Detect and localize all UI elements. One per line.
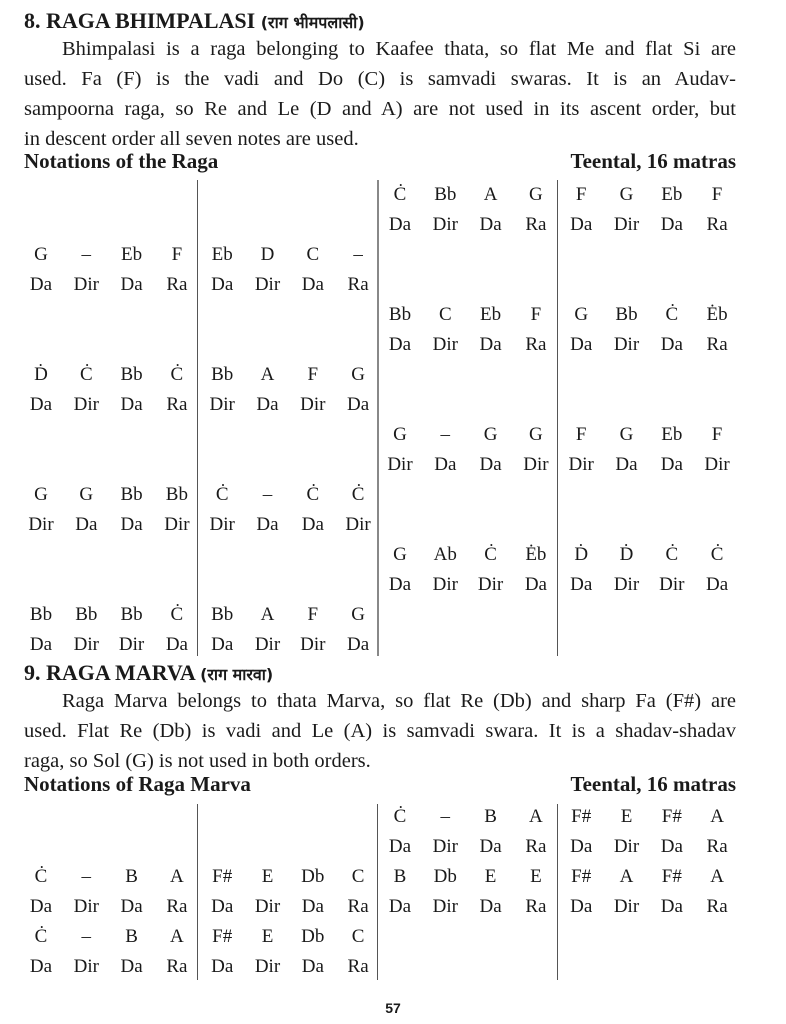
swara-note: Eb <box>661 424 683 445</box>
swara-note: F <box>711 184 723 205</box>
tabla-bol: Da <box>165 634 188 655</box>
paragraph-line: raga, so Sol (G) is not used in both orders. <box>24 750 371 772</box>
tabla-bol: Dir <box>477 574 504 595</box>
tabla-bol: Da <box>660 836 683 857</box>
tabla-bol: Da <box>29 956 53 977</box>
tabla-bol: Dir <box>73 394 99 415</box>
swara-note: G <box>351 604 365 625</box>
tabla-bol: Da <box>120 956 143 977</box>
notation-subheader-2 <box>24 771 736 797</box>
swara-note: Ċ <box>170 364 184 385</box>
swara-note: Bb <box>75 604 98 625</box>
swara-note: Bb <box>120 484 143 505</box>
swara-note: G <box>393 544 407 565</box>
section-heading-marva <box>24 660 273 688</box>
swara-note: Ċ <box>34 866 48 887</box>
tabla-bol: Dir <box>209 514 235 535</box>
tabla-bol: Dir <box>164 514 190 535</box>
tabla-bol: Ra <box>166 394 188 415</box>
tabla-bol: Da <box>256 394 279 415</box>
swara-note: Ḋ <box>34 364 48 385</box>
tabla-bol: Dir <box>118 634 145 655</box>
tabla-bol: Ra <box>347 956 369 977</box>
tabla-bol: Da <box>29 634 53 655</box>
swara-note: C <box>351 866 365 887</box>
swara-note: C <box>306 244 320 265</box>
tabla-bol: Dir <box>659 574 685 595</box>
tabla-bol: Da <box>615 454 638 475</box>
swara-note: – <box>81 926 92 947</box>
tabla-bol: Dir <box>387 454 413 475</box>
swara-note: A <box>170 866 184 887</box>
swara-note: – <box>440 424 451 445</box>
swara-note: E <box>530 866 542 887</box>
swara-note: A <box>170 926 184 947</box>
tabla-bol: Dir <box>432 574 458 595</box>
swara-note: Bb <box>388 304 412 325</box>
swara-note: G <box>393 424 407 445</box>
swara-note: Bb <box>120 364 143 385</box>
paragraph-bhimpalasi <box>24 34 736 154</box>
paragraph-line: used. Flat Re (Db) is vadi and Le (A) is samvadi swara. It is a shadav-shadav <box>24 720 736 742</box>
tabla-bol: Ra <box>166 274 188 295</box>
swara-note: B <box>484 806 497 827</box>
paragraph-marva <box>24 686 736 776</box>
taal-label: Teental, 16 matras <box>570 772 736 796</box>
tabla-bol: Da <box>301 956 324 977</box>
swara-note: Eb <box>480 304 502 325</box>
tabla-bol: Dir <box>254 274 281 295</box>
swara-note: F# <box>571 806 592 827</box>
tabla-bol: Dir <box>568 454 594 475</box>
tabla-bol: Da <box>301 274 324 295</box>
heading-text: 8. RAGA BHIMPALASI <box>24 8 256 33</box>
swara-note: Ḋ <box>619 544 634 565</box>
tabla-bol: Da <box>301 896 324 917</box>
paragraph-line: sampoorna raga, so Re and Le (D and A) are not used in its ascent order, but <box>24 98 736 120</box>
tabla-bol: Da <box>29 394 53 415</box>
swara-note: A <box>260 604 275 625</box>
tabla-bol: Da <box>434 454 457 475</box>
taal-label: Teental, 16 matras <box>570 149 736 173</box>
tabla-bol: Da <box>388 214 412 235</box>
tabla-bol: Dir <box>209 394 235 415</box>
tabla-bol: Ra <box>706 334 728 355</box>
swara-note: Bb <box>615 304 638 325</box>
tabla-bol: Da <box>211 896 234 917</box>
tabla-bol: Da <box>388 836 412 857</box>
swara-note: F <box>575 424 587 445</box>
swara-note: F <box>711 424 723 445</box>
tabla-bol: Da <box>570 574 593 595</box>
heading-text: 9. RAGA MARVA <box>24 660 195 685</box>
tabla-bol: Dir <box>300 394 326 415</box>
swara-note: Ċ <box>665 304 679 325</box>
swara-note: Eb <box>661 184 683 205</box>
swara-note: G <box>483 424 498 445</box>
swara-note: Ċ <box>306 484 320 505</box>
tabla-bol: Ra <box>525 334 547 355</box>
swara-note: – <box>81 866 92 887</box>
heading-devanagari: (राग मारवा) <box>200 665 274 684</box>
swara-note: G <box>34 244 48 265</box>
tabla-bol: Dir <box>28 514 54 535</box>
tabla-bol: Da <box>75 514 98 535</box>
tabla-bol: Da <box>570 836 593 857</box>
tabla-bol: Da <box>388 896 412 917</box>
tabla-bol: Da <box>211 956 234 977</box>
tabla-bol: Da <box>120 394 143 415</box>
tabla-bol: Dir <box>613 334 640 355</box>
swara-note: C <box>438 304 452 325</box>
tabla-bol: Ra <box>525 836 547 857</box>
swara-note: Ċ <box>665 544 679 565</box>
section-heading-bhimpalasi <box>24 8 365 36</box>
swara-note: Ċ <box>393 184 407 205</box>
swara-note: F <box>307 604 319 625</box>
tabla-bol: Dir <box>432 214 458 235</box>
notation-subheader-1 <box>24 148 736 174</box>
tabla-bol: Dir <box>254 956 281 977</box>
tabla-bol: Dir <box>432 334 458 355</box>
swara-note: Db <box>301 866 325 887</box>
swara-note: F <box>307 364 319 385</box>
tabla-bol: Da <box>660 334 683 355</box>
notations-label: Notations of the Raga <box>24 149 219 173</box>
swara-note: G <box>529 424 543 445</box>
tabla-bol: Ra <box>347 274 369 295</box>
tabla-bol: Da <box>706 574 729 595</box>
tabla-bol: Da <box>388 574 412 595</box>
swara-note: G <box>79 484 94 505</box>
tabla-bol: Dir <box>345 514 371 535</box>
tabla-bol: Ra <box>347 896 369 917</box>
swara-note: Bb <box>120 604 143 625</box>
tabla-bol: Dir <box>613 574 640 595</box>
swara-note: Bb <box>165 484 188 505</box>
swara-note: Ḋ <box>574 544 589 565</box>
swara-note: G <box>34 484 48 505</box>
swara-note: Ċ <box>393 806 407 827</box>
swara-note: D <box>260 244 275 265</box>
tabla-bol: Da <box>120 514 143 535</box>
tabla-bol: Da <box>479 214 502 235</box>
tabla-bol: Dir <box>613 214 640 235</box>
tabla-bol: Da <box>388 334 412 355</box>
tabla-bol: Da <box>570 896 593 917</box>
beat-divider <box>557 804 558 980</box>
tabla-bol: Da <box>211 634 234 655</box>
paragraph-line: Bhimpalasi is a raga belonging to Kaafee thata, so flat Me and flat Si are <box>62 38 736 60</box>
tabla-bol: Ra <box>166 896 188 917</box>
tabla-bol: Da <box>211 274 234 295</box>
swara-note: G <box>351 364 365 385</box>
swara-note: C <box>351 926 365 947</box>
swara-note: F <box>530 304 542 325</box>
swara-note: Ċ <box>34 926 48 947</box>
swara-note: Eb <box>211 244 233 265</box>
swara-note: F# <box>571 866 592 887</box>
tabla-bol: Da <box>660 454 683 475</box>
swara-note: Bb <box>29 604 53 625</box>
tabla-bol: Da <box>660 214 683 235</box>
tabla-bol: Dir <box>613 836 640 857</box>
tabla-bol: Ra <box>166 956 188 977</box>
swara-note: Ėb <box>706 304 728 325</box>
swara-note: A <box>529 806 543 827</box>
swara-note: G <box>619 184 634 205</box>
swara-note: – <box>262 484 273 505</box>
swara-note: Bb <box>434 184 457 205</box>
paragraph-line: used. Fa (F) is the vadi and Do (C) is samvadi swaras. It is an Audav- <box>24 68 736 90</box>
tabla-bol: Da <box>347 634 370 655</box>
tabla-bol: Dir <box>254 634 281 655</box>
tabla-bol: Dir <box>704 454 730 475</box>
tabla-bol: Dir <box>523 454 549 475</box>
swara-note: Ċ <box>484 544 497 565</box>
swara-note: F <box>171 244 183 265</box>
tabla-bol: Da <box>570 214 593 235</box>
swara-note: Db <box>301 926 325 947</box>
swara-note: Ċ <box>351 484 365 505</box>
tabla-bol: Da <box>120 896 143 917</box>
swara-note: Ċ <box>710 544 724 565</box>
swara-note: A <box>710 806 724 827</box>
swara-note: Eb <box>121 244 143 265</box>
swara-note: F# <box>212 866 233 887</box>
swara-note: B <box>125 866 138 887</box>
page-number: 57 <box>385 1000 401 1016</box>
tabla-bol: Ra <box>525 214 547 235</box>
notations-label: Notations of Raga Marva <box>24 772 251 796</box>
swara-note: E <box>484 866 497 887</box>
tabla-bol: Dir <box>73 956 99 977</box>
swara-note: Bb <box>211 364 234 385</box>
swara-note: A <box>260 364 275 385</box>
tabla-bol: Da <box>524 574 547 595</box>
swara-note: – <box>440 806 451 827</box>
swara-note: A <box>710 866 724 887</box>
tabla-bol: Da <box>479 836 502 857</box>
swara-note: – <box>353 244 363 265</box>
swara-note: E <box>620 806 633 827</box>
swara-note: A <box>619 866 634 887</box>
tabla-bol: Dir <box>73 634 99 655</box>
tabla-bol: Da <box>120 274 143 295</box>
beat-divider <box>377 804 378 980</box>
swara-note: Ċ <box>170 604 184 625</box>
tabla-bol: Da <box>29 274 53 295</box>
beat-divider <box>197 804 198 980</box>
tabla-bol: Dir <box>432 896 458 917</box>
swara-note: Bb <box>211 604 234 625</box>
swara-note: G <box>619 424 634 445</box>
swara-note: Ėb <box>525 544 547 565</box>
tabla-bol: Dir <box>254 896 281 917</box>
paragraph-line: in descent order all seven notes are used. <box>24 128 359 150</box>
swara-note: E <box>261 926 274 947</box>
tabla-bol: Dir <box>300 634 326 655</box>
swara-note: G <box>529 184 543 205</box>
tabla-bol: Dir <box>73 274 99 295</box>
tabla-bol: Da <box>479 896 502 917</box>
tabla-bol: Ra <box>706 836 728 857</box>
swara-note: – <box>81 244 92 265</box>
tabla-bol: Da <box>570 334 593 355</box>
swara-note: G <box>574 304 589 325</box>
tabla-bol: Da <box>660 896 683 917</box>
heading-devanagari: (राग भीमपलासी) <box>260 13 365 32</box>
swara-note: F# <box>212 926 233 947</box>
tabla-bol: Dir <box>432 836 458 857</box>
swara-note: F <box>575 184 587 205</box>
swara-note: F# <box>661 806 682 827</box>
swara-note: A <box>483 184 498 205</box>
swara-note: B <box>125 926 138 947</box>
tabla-bol: Da <box>256 514 279 535</box>
swara-note: Ċ <box>79 364 93 385</box>
tabla-bol: Da <box>479 454 502 475</box>
swara-note: F# <box>661 866 682 887</box>
tabla-bol: Da <box>29 896 53 917</box>
tabla-bol: Dir <box>73 896 99 917</box>
tabla-bol: Da <box>301 514 324 535</box>
tabla-bol: Da <box>479 334 502 355</box>
swara-note: Ab <box>433 544 457 565</box>
swara-note: B <box>393 866 407 887</box>
tabla-bol: Ra <box>706 896 728 917</box>
tabla-bol: Ra <box>706 214 728 235</box>
tabla-bol: Dir <box>613 896 640 917</box>
swara-note: Db <box>433 866 457 887</box>
swara-note: Ċ <box>215 484 229 505</box>
paragraph-line: Raga Marva belongs to thata Marva, so flat Re (Db) and sharp Fa (F#) are <box>62 690 736 712</box>
swara-note: E <box>261 866 274 887</box>
tabla-bol: Da <box>347 394 370 415</box>
tabla-bol: Ra <box>525 896 547 917</box>
